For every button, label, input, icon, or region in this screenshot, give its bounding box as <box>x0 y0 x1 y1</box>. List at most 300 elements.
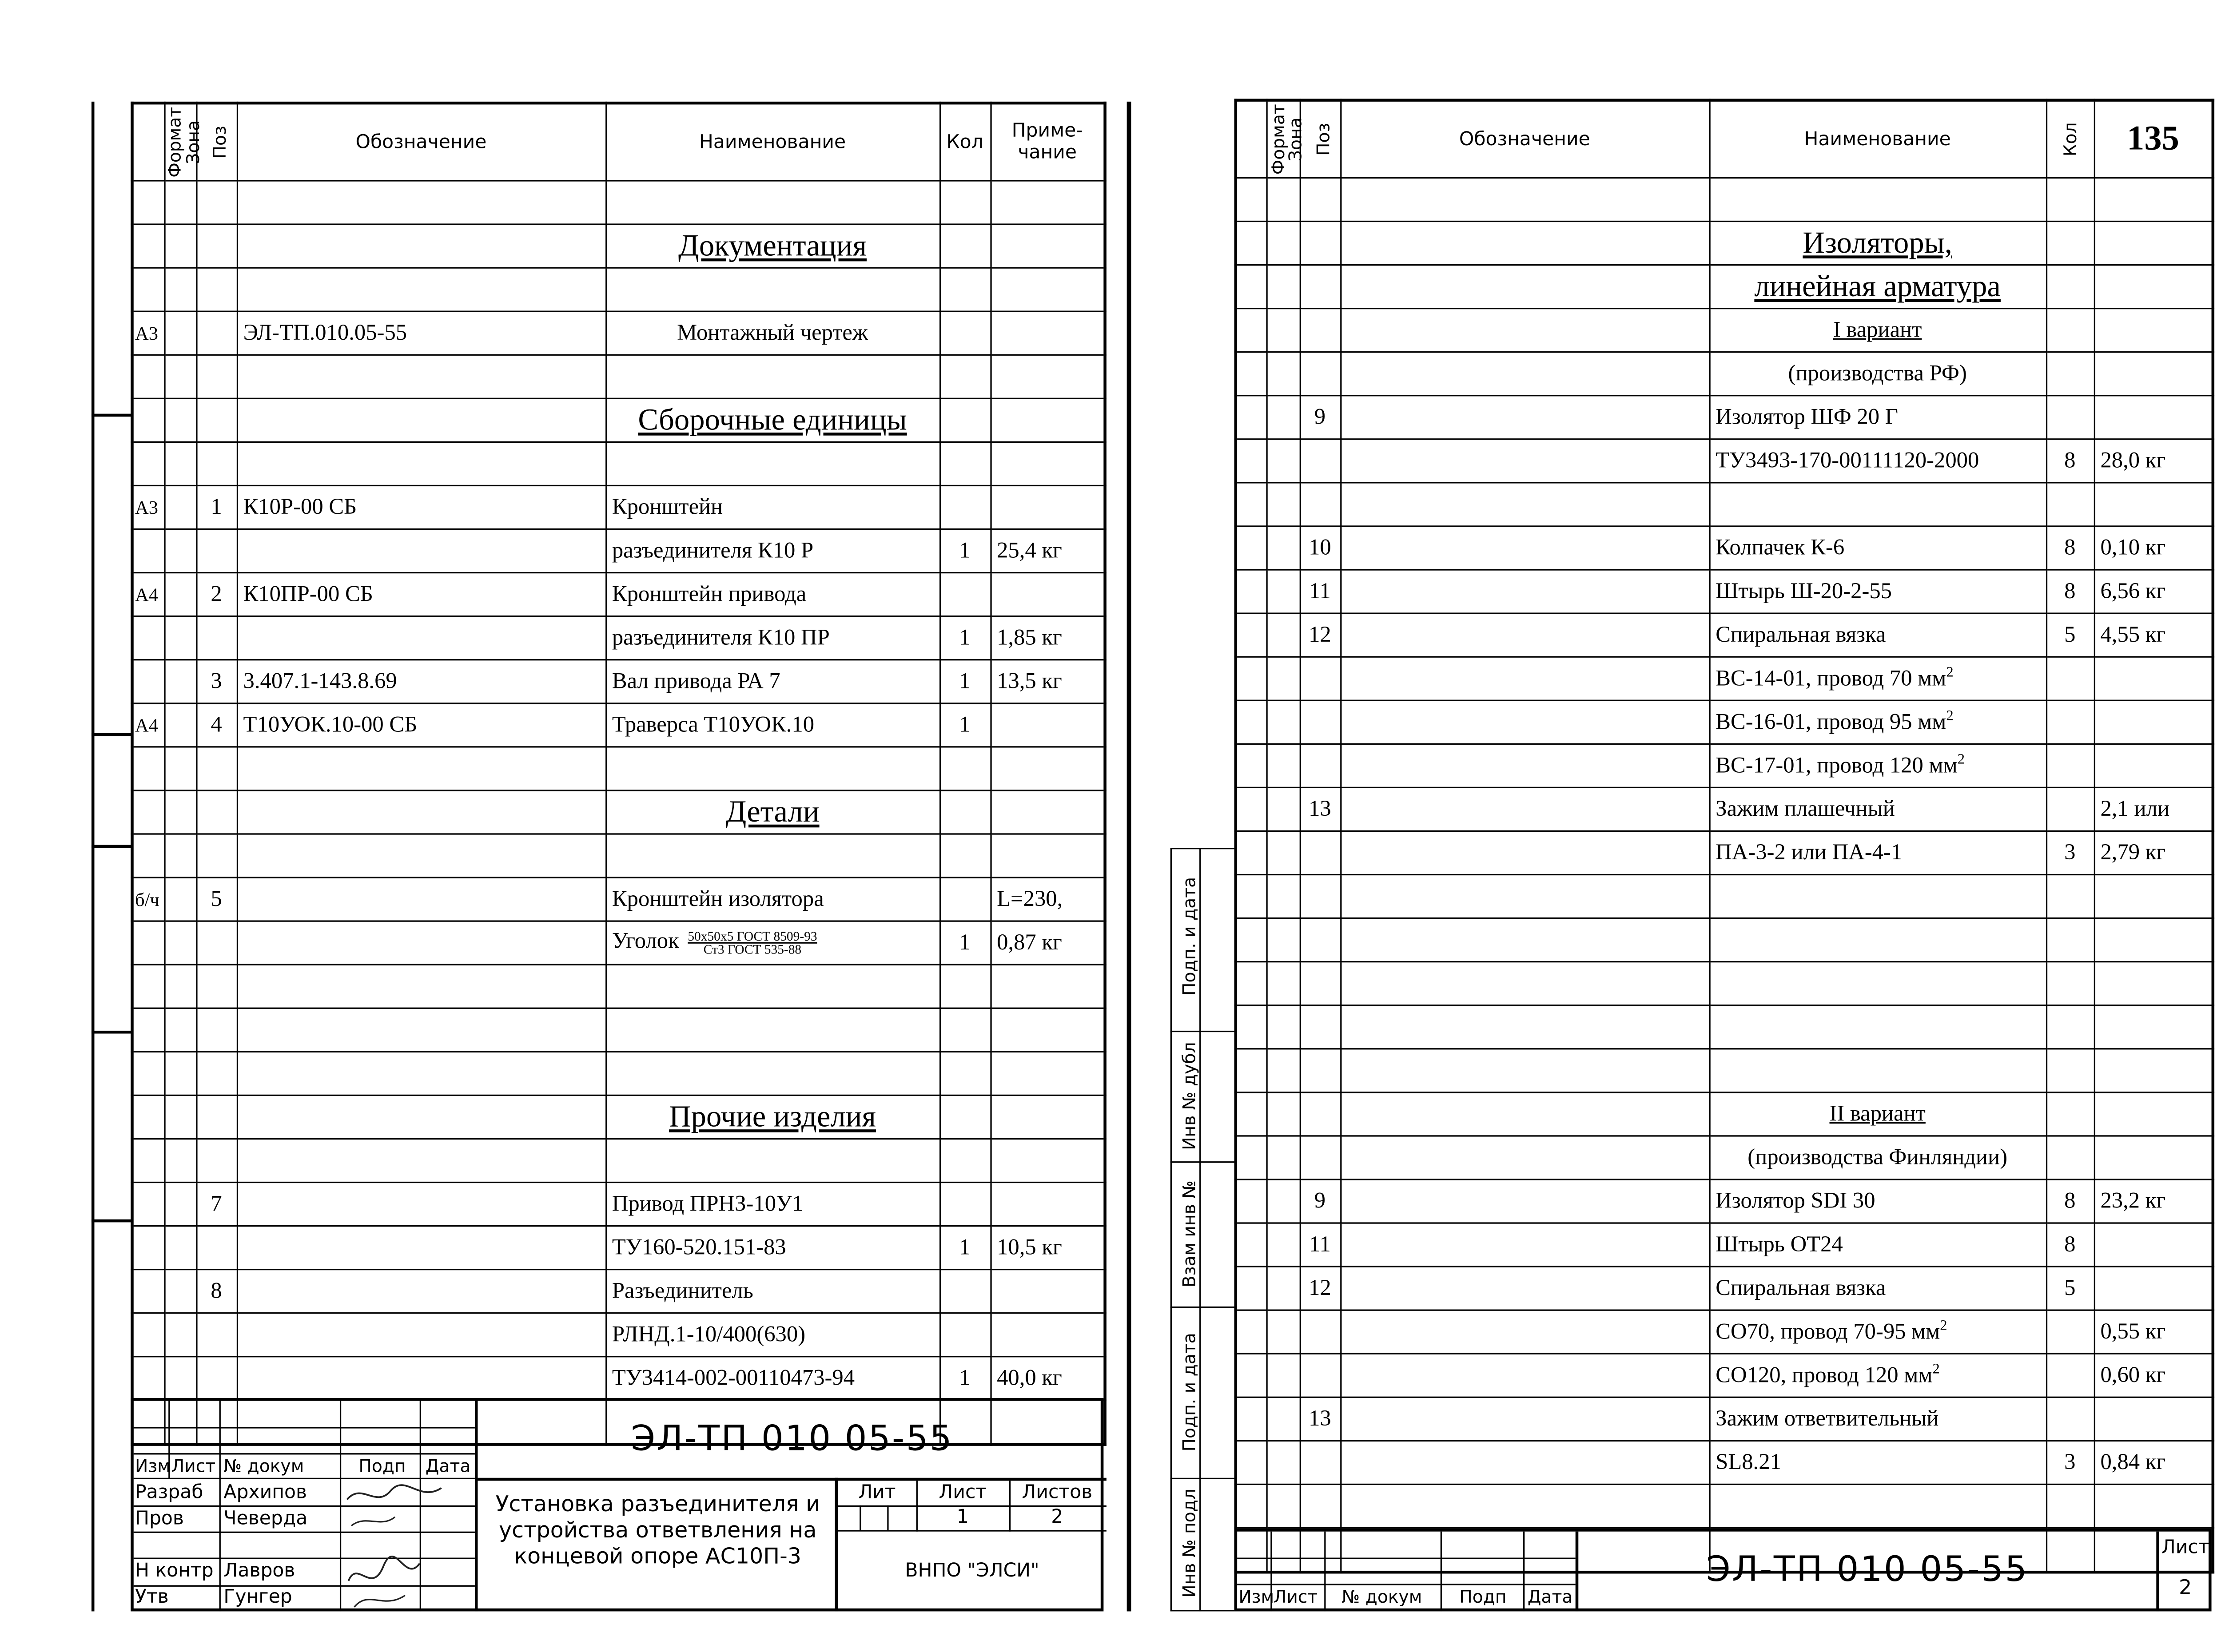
cell-name: SL8.21 <box>1709 1441 2046 1484</box>
cell-zone <box>1266 1179 1299 1223</box>
cell-note <box>2094 1223 2213 1267</box>
cell-pos <box>196 1139 237 1182</box>
cell-name <box>1709 657 2046 700</box>
cell-pos <box>196 224 237 268</box>
cell-zone <box>164 485 196 529</box>
left-margin-tick <box>92 1219 132 1223</box>
cell-pos <box>196 442 237 485</box>
cell-name <box>605 790 939 834</box>
cell-pos <box>196 529 237 573</box>
cell-qty <box>2046 1484 2094 1528</box>
cell-name <box>1709 700 2046 744</box>
cell-zone <box>164 1095 196 1139</box>
cell-pos: 5 <box>196 878 237 921</box>
cell-note <box>2094 1005 2213 1049</box>
cell-note <box>2094 483 2213 526</box>
cell-zone <box>164 398 196 442</box>
cell-designation: К10Р-00 СБ <box>237 485 605 529</box>
cell-name: ТУ160-520.151-83 <box>605 1226 939 1270</box>
cell-designation <box>1340 178 1709 221</box>
header-zone: Зона <box>1266 100 1299 178</box>
cell-designation <box>1340 1267 1709 1310</box>
cell-note <box>2094 222 2213 265</box>
cell-format <box>132 1052 164 1095</box>
cell-note <box>2094 1136 2213 1179</box>
cell-zone <box>1266 1136 1299 1179</box>
left-margin-tick <box>92 414 132 417</box>
table-row <box>1236 744 2213 787</box>
cell-note <box>990 1095 1105 1139</box>
cell-qty <box>2046 1049 2094 1092</box>
table-row <box>1236 309 2213 352</box>
cell-zone <box>164 1008 196 1052</box>
cell-qty <box>939 790 990 834</box>
cell-format <box>1236 265 1266 309</box>
cell-note <box>990 703 1105 747</box>
cell-qty <box>939 1008 990 1052</box>
cell-format <box>132 224 164 268</box>
cell-zone <box>164 790 196 834</box>
organization: ВНПО "ЭЛСИ" <box>905 1561 1039 1583</box>
cell-format <box>1236 613 1266 657</box>
cell-designation <box>237 1052 605 1095</box>
cell-note <box>990 790 1105 834</box>
cell-designation <box>237 921 605 965</box>
table-row <box>132 268 1105 311</box>
side-label-sign-date-1: Подп. и дата <box>1179 877 1200 996</box>
cell-designation <box>1340 962 1709 1005</box>
cell-pos <box>1300 265 1341 309</box>
table-row <box>1236 1092 2213 1136</box>
table-row <box>132 442 1105 485</box>
cell-format <box>132 355 164 398</box>
col-date: Дата <box>425 1456 471 1477</box>
cell-zone <box>1266 1354 1299 1397</box>
cell-zone <box>1266 396 1299 439</box>
cell-designation <box>237 1357 605 1400</box>
cell-pos <box>196 268 237 311</box>
table-row <box>132 529 1105 573</box>
unit-exponent: 2 <box>1946 708 1954 724</box>
table-row <box>132 703 1105 747</box>
cell-zone <box>1266 700 1299 744</box>
side-label-replace-inv: Взам инв № <box>1179 1180 1200 1288</box>
cell-designation <box>1340 1310 1709 1354</box>
cell-name: Спиральная вязка <box>1709 1267 2046 1310</box>
header-zone: Зона <box>164 103 196 181</box>
col-list: Лист <box>1273 1586 1318 1607</box>
section-title: Детали <box>725 794 820 829</box>
col-doc: № докум <box>1341 1586 1422 1607</box>
cell-zone <box>1266 875 1299 918</box>
unit-exponent: 2 <box>1957 752 1965 768</box>
table-row <box>1236 657 2213 700</box>
cell-qty <box>2046 309 2094 352</box>
table-row <box>1236 1005 2213 1049</box>
unit-exponent: 2 <box>1940 1318 1947 1334</box>
cell-zone <box>164 660 196 703</box>
cell-name: Штырь Ш-20-2-55 <box>1709 570 2046 613</box>
cell-zone <box>164 616 196 660</box>
cell-zone <box>1266 222 1299 265</box>
cell-format <box>132 1008 164 1052</box>
cell-name: Штырь ОТ24 <box>1709 1223 2046 1267</box>
table-row <box>1236 700 2213 744</box>
cell-designation <box>1340 1484 1709 1528</box>
cell-note <box>990 181 1105 224</box>
table-row <box>1236 787 2213 831</box>
cell-pos <box>196 921 237 965</box>
cell-qty: 3 <box>2046 1441 2094 1484</box>
header-name: Наименование <box>1709 100 2046 178</box>
header-designation: Обозначение <box>1340 100 1709 178</box>
cell-qty <box>2046 265 2094 309</box>
cell-note <box>990 442 1105 485</box>
cell-note <box>2094 1267 2213 1310</box>
cell-note <box>2094 700 2213 744</box>
cell-pos <box>1300 178 1341 221</box>
cell-designation <box>1340 1397 1709 1441</box>
header-note: Приме- чание <box>990 103 1105 181</box>
cell-name <box>605 747 939 790</box>
table-row <box>1236 396 2213 439</box>
cell-format <box>132 1357 164 1400</box>
cell-zone <box>164 878 196 921</box>
cell-qty <box>2046 1005 2094 1049</box>
cell-pos <box>196 398 237 442</box>
table-row <box>132 1226 1105 1270</box>
cell-qty <box>2046 178 2094 221</box>
cell-designation <box>1340 439 1709 483</box>
cell-qty <box>2046 1354 2094 1397</box>
col-date: Дата <box>1527 1586 1573 1607</box>
cell-note <box>990 1313 1105 1357</box>
cell-format <box>1236 1049 1266 1092</box>
cell-designation <box>237 268 605 311</box>
cell-designation: ЭЛ-ТП.010.05-55 <box>237 311 605 355</box>
name-developer: Архипов <box>223 1482 307 1504</box>
cell-designation <box>1340 787 1709 831</box>
table-row <box>1236 1267 2213 1310</box>
cell-name <box>1709 1005 2046 1049</box>
cell-designation <box>237 181 605 224</box>
table-row <box>132 1008 1105 1052</box>
col-sign: Подп <box>358 1456 406 1477</box>
cell-qty <box>939 442 990 485</box>
cell-pos: 3 <box>196 660 237 703</box>
cell-qty: 1 <box>939 1357 990 1400</box>
cell-note <box>990 1008 1105 1052</box>
cell-pos <box>196 1095 237 1139</box>
cell-pos <box>1300 918 1341 962</box>
table-row <box>132 398 1105 442</box>
cell-qty <box>939 878 990 921</box>
cell-note: 6,56 кг <box>2094 570 2213 613</box>
cell-note <box>2094 265 2213 309</box>
cell-note <box>990 965 1105 1008</box>
cell-zone <box>164 1226 196 1270</box>
cell-format <box>132 747 164 790</box>
cell-format <box>132 965 164 1008</box>
cell-designation <box>237 878 605 921</box>
cell-pos: 2 <box>196 573 237 616</box>
table-row <box>132 660 1105 703</box>
cell-note <box>990 1139 1105 1182</box>
unit-exponent: 2 <box>1932 1361 1940 1378</box>
cell-pos <box>1300 1484 1341 1528</box>
cell-qty <box>2046 396 2094 439</box>
cell-pos <box>1300 222 1341 265</box>
col-izm: Изм <box>1238 1586 1274 1607</box>
table-row <box>1236 1223 2213 1267</box>
cell-qty <box>939 1183 990 1226</box>
cell-format <box>132 398 164 442</box>
cell-zone <box>164 224 196 268</box>
cell-pos: 13 <box>1300 787 1341 831</box>
cell-pos: 7 <box>196 1183 237 1226</box>
cell-qty: 5 <box>2046 613 2094 657</box>
cell-pos <box>1300 1092 1341 1136</box>
cell-qty <box>939 573 990 616</box>
cell-note <box>2094 352 2213 396</box>
cell-name <box>605 834 939 878</box>
name-norm-control: Лавров <box>223 1561 295 1583</box>
cell-format <box>132 268 164 311</box>
cell-name <box>1709 1310 2046 1354</box>
cell-format <box>1236 222 1266 265</box>
table-row <box>1236 1397 2213 1441</box>
table-row <box>1236 918 2213 962</box>
cell-name <box>1709 309 2046 352</box>
cell-format: А4 <box>132 703 164 747</box>
cell-note <box>2094 178 2213 221</box>
cell-zone <box>164 747 196 790</box>
cell-format: А3 <box>132 311 164 355</box>
cell-format <box>132 921 164 965</box>
cell-note <box>990 1270 1105 1313</box>
cell-zone <box>1266 613 1299 657</box>
cell-designation <box>1340 1049 1709 1092</box>
cell-qty <box>2046 744 2094 787</box>
table-row <box>1236 222 2213 265</box>
cell-pos <box>1300 1005 1341 1049</box>
role-developer: Разраб <box>135 1482 203 1504</box>
cell-format <box>1236 1441 1266 1484</box>
cell-format <box>1236 657 1266 700</box>
cell-designation <box>1340 1179 1709 1223</box>
cell-pos: 11 <box>1300 570 1341 613</box>
cell-zone <box>1266 526 1299 570</box>
cell-format: б/ч <box>132 878 164 921</box>
sheets-value: 2 <box>1051 1507 1063 1529</box>
variant-title: I вариант <box>1833 317 1922 342</box>
cell-name <box>605 1008 939 1052</box>
side-label-inv-dub: Инв № дубл <box>1179 1042 1200 1150</box>
cell-note <box>990 485 1105 529</box>
cell-qty <box>939 224 990 268</box>
right-title-block <box>1234 1529 2212 1611</box>
cell-zone <box>164 442 196 485</box>
cell-name: Разъединитель <box>605 1270 939 1313</box>
sheet-value: 1 <box>956 1507 969 1529</box>
cell-qty: 8 <box>2046 439 2094 483</box>
cell-zone <box>164 703 196 747</box>
table-row <box>1236 265 2213 309</box>
table-row <box>1236 613 2213 657</box>
cell-format <box>132 1313 164 1357</box>
cell-designation <box>1340 222 1709 265</box>
cell-pos: 11 <box>1300 1223 1341 1267</box>
sheet-label: Лист <box>2161 1537 2209 1559</box>
cell-name <box>605 1095 939 1139</box>
cell-zone <box>1266 831 1299 874</box>
page-number: 135 <box>2094 100 2213 178</box>
cell-qty <box>939 1139 990 1182</box>
section-title: Документация <box>678 228 867 263</box>
cell-qty: 1 <box>939 616 990 660</box>
right-header-row <box>1236 100 2213 178</box>
cell-designation <box>237 1313 605 1357</box>
table-row <box>132 834 1105 878</box>
side-stamp-divider <box>1199 848 1201 1611</box>
cell-note <box>990 747 1105 790</box>
left-margin-tick <box>92 733 132 736</box>
lit-label: Лит <box>858 1482 896 1504</box>
cell-zone <box>1266 1049 1299 1092</box>
cell-zone <box>164 181 196 224</box>
cell-pos <box>196 1313 237 1357</box>
table-row <box>132 181 1105 224</box>
cell-format <box>1236 1397 1266 1441</box>
cell-name: Привод ПРНЗ-10У1 <box>605 1183 939 1226</box>
cell-qty: 8 <box>2046 526 2094 570</box>
cell-note <box>2094 1397 2213 1441</box>
cell-name: Спиральная вязка <box>1709 613 2046 657</box>
table-row <box>1236 570 2213 613</box>
cell-designation <box>1340 396 1709 439</box>
left-margin-tick <box>92 845 132 848</box>
table-row <box>1236 1310 2213 1354</box>
cell-note: 0,10 кг <box>2094 526 2213 570</box>
cell-note: 0,87 кг <box>990 921 1105 965</box>
cell-format <box>1236 1092 1266 1136</box>
cell-pos <box>1300 1310 1341 1354</box>
cell-qty: 8 <box>2046 1179 2094 1223</box>
table-row <box>132 1095 1105 1139</box>
cell-name: (производства Финляндии) <box>1709 1136 2046 1179</box>
cell-zone <box>164 1052 196 1095</box>
cell-format <box>1236 439 1266 483</box>
cell-qty <box>2046 787 2094 831</box>
header-format: Формат <box>1236 100 1266 178</box>
cell-designation <box>1340 1441 1709 1484</box>
item-name: СО70, провод 70-95 мм <box>1716 1319 1940 1345</box>
header-format: Формат <box>132 103 164 181</box>
cell-format <box>1236 918 1266 962</box>
table-row <box>132 1357 1105 1400</box>
cell-designation <box>237 1226 605 1270</box>
cell-name: Монтажный чертеж <box>605 311 939 355</box>
cell-format <box>1236 700 1266 744</box>
cell-pos <box>1300 657 1341 700</box>
cell-note <box>990 268 1105 311</box>
cell-format <box>132 616 164 660</box>
cell-format <box>1236 178 1266 221</box>
cell-designation <box>237 529 605 573</box>
cell-name <box>1709 918 2046 962</box>
cell-zone <box>1266 1267 1299 1310</box>
cell-qty <box>2046 918 2094 962</box>
side-label-sign-date-2: Подп. и дата <box>1179 1333 1200 1452</box>
left-spec-table <box>131 102 1107 1446</box>
left-margin-line <box>92 102 95 1612</box>
cell-qty <box>939 1095 990 1139</box>
cell-note <box>990 573 1105 616</box>
header-pos: Поз <box>1300 100 1341 178</box>
cell-zone <box>164 1183 196 1226</box>
cell-note <box>990 834 1105 878</box>
cell-pos <box>1300 1441 1341 1484</box>
cell-name <box>1709 1484 2046 1528</box>
cell-designation <box>1340 657 1709 700</box>
cell-zone <box>164 573 196 616</box>
cell-zone <box>1266 483 1299 526</box>
cell-format: А4 <box>132 573 164 616</box>
cell-note: 2,1 или <box>2094 787 2213 831</box>
table-row <box>132 616 1105 660</box>
cell-qty: 1 <box>939 703 990 747</box>
item-name: ВС-16-01, провод 95 мм <box>1716 710 1946 735</box>
cell-qty <box>939 1052 990 1095</box>
header-designation: Обозначение <box>237 103 605 181</box>
cell-designation <box>237 965 605 1008</box>
cell-format <box>1236 962 1266 1005</box>
cell-designation <box>1340 265 1709 309</box>
cell-format <box>132 660 164 703</box>
table-row <box>132 355 1105 398</box>
table-row <box>132 790 1105 834</box>
sheet-label: Лист <box>939 1482 987 1504</box>
section-title: Изоляторы, <box>1803 225 1952 260</box>
cell-designation <box>237 834 605 878</box>
table-row <box>132 224 1105 268</box>
cell-pos <box>1300 1049 1341 1092</box>
cell-format <box>132 1226 164 1270</box>
table-row <box>132 573 1105 616</box>
sheets-label: Листов <box>1022 1482 1093 1504</box>
cell-qty <box>2046 1397 2094 1441</box>
cell-pos <box>1300 309 1341 352</box>
cell-qty <box>939 485 990 529</box>
table-row <box>1236 875 2213 918</box>
cell-pos: 4 <box>196 703 237 747</box>
cell-zone <box>1266 657 1299 700</box>
cell-pos <box>1300 831 1341 874</box>
cell-designation <box>237 1139 605 1182</box>
cell-designation <box>1340 1354 1709 1397</box>
cell-format <box>132 1183 164 1226</box>
cell-pos <box>196 1226 237 1270</box>
cell-zone <box>1266 570 1299 613</box>
cell-zone <box>1266 744 1299 787</box>
cell-format <box>1236 526 1266 570</box>
table-row <box>132 747 1105 790</box>
cell-designation <box>237 1008 605 1052</box>
right-spec-table <box>1234 99 2215 1573</box>
cell-pos <box>1300 1354 1341 1397</box>
cell-note <box>2094 396 2213 439</box>
cell-designation <box>1340 526 1709 570</box>
